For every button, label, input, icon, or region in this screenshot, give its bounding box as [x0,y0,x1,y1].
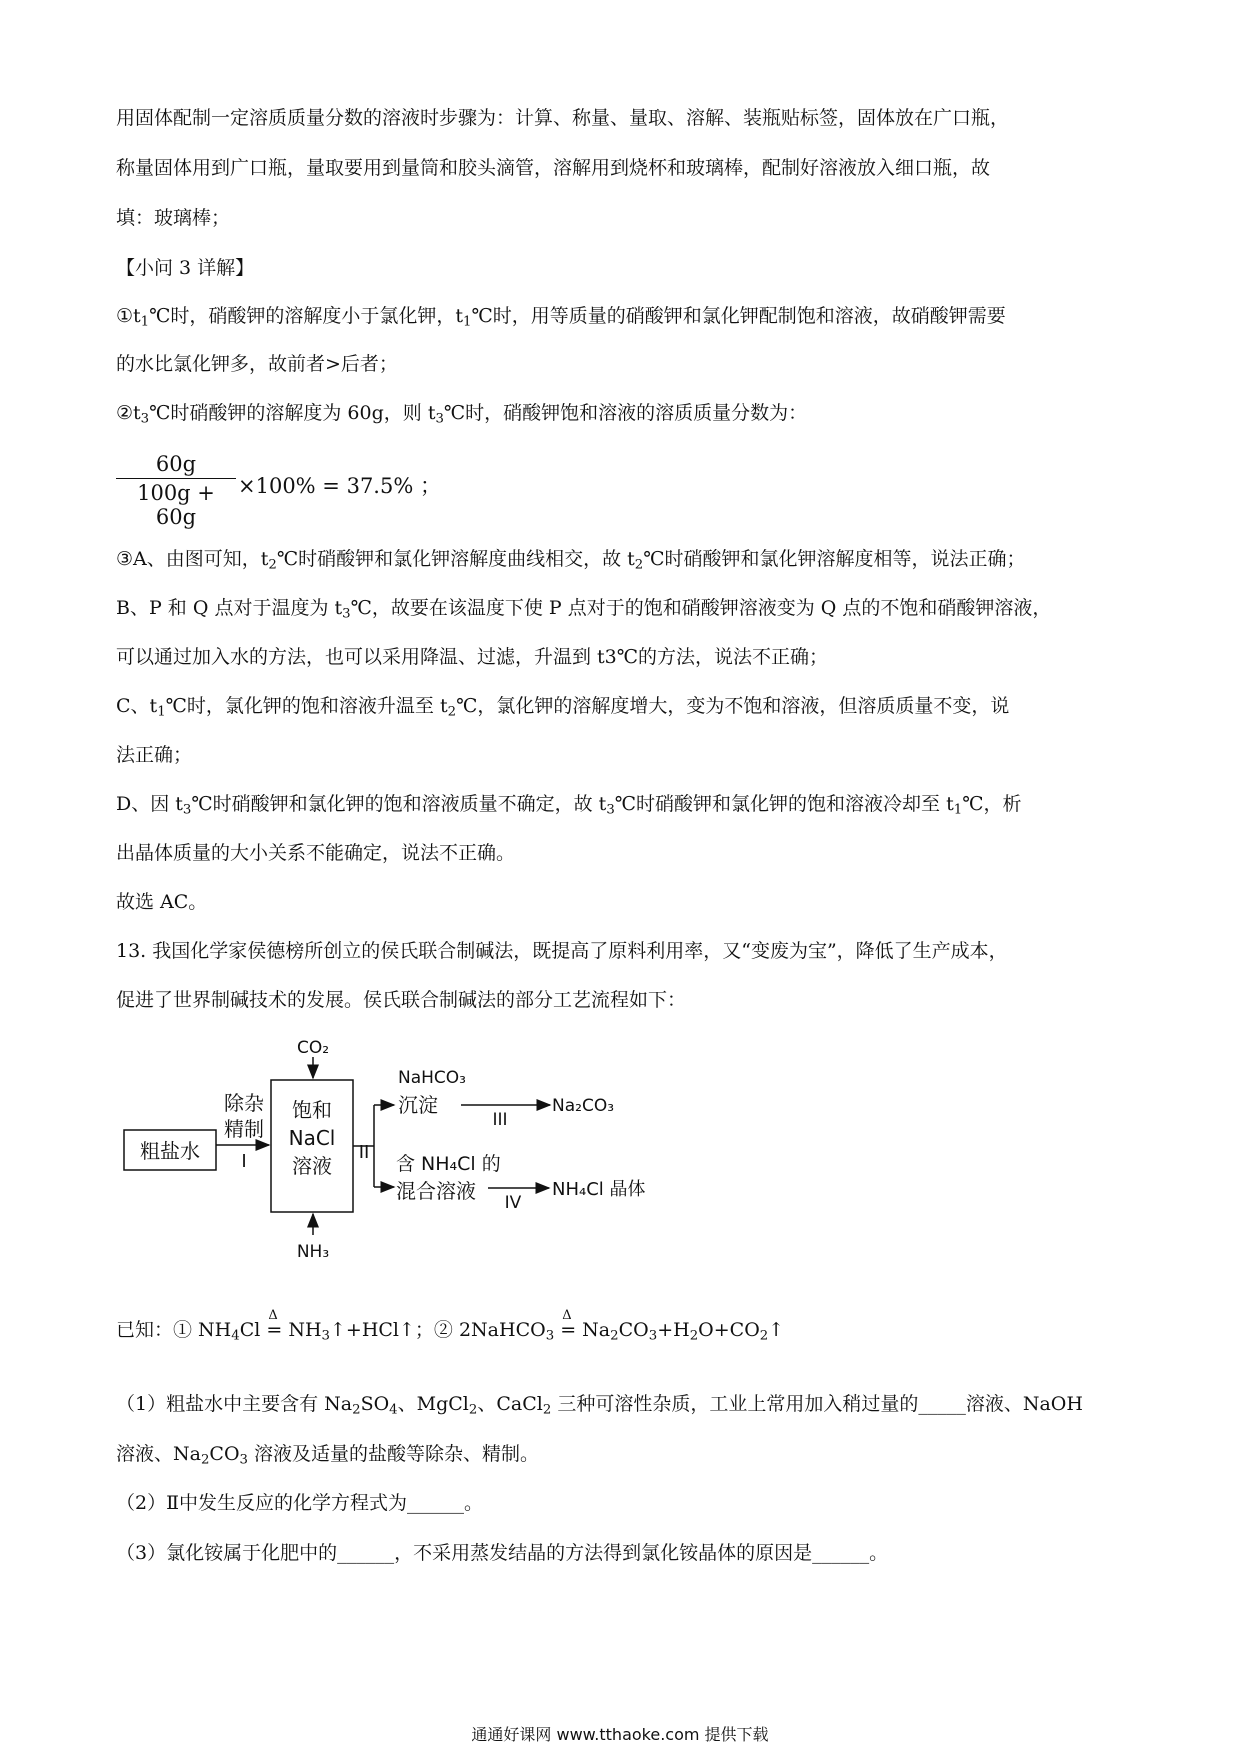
text-line-l18: 已知：① $NH_4Cl$ Δ = $NH_3↑+HCl↑$；② 2NaHCO$_3$ Δ = $Na_2CO_3+H_2O+CO_2↑$ [116,1308,785,1344]
fraction-numerator: 60g [155,452,197,476]
text-line-l7: $②t_3℃$时硝酸钾的溶解度为 60g，则 $t_3℃$时，硝酸钾饱和溶液的溶质质量分数为： [116,402,808,427]
text-line-l2: 称量固体用到广口瓶，量取要用到量筒和胶头滴管，溶解用到烧杯和玻璃棒，配制好溶液放入细口瓶，故 [116,157,991,179]
text-line-l11: C、$t_1℃$时，氯化钾的饱和溶液升温至 $t_2℃$，氯化钾的溶解度增大，变为不饱和溶液，但溶质质量不变，说 [116,695,1010,720]
step1-bot: 精制 [224,1117,264,1141]
text-line-l1: 用固体配制一定溶质质量分数的溶液时步骤为：计算、称量、量取、溶解、装瓶贴标签，固体放在广口瓶， [116,107,1010,129]
raw-brine-label: 粗盐水 [140,1139,200,1163]
text-line-l15: 故选 AC。 [116,891,208,913]
product2-bot: 混合溶液 [396,1179,476,1203]
box-line3: 溶液 [292,1154,332,1178]
text-line-l8: ③A、由图可知，$t_2℃$时硝酸钾和氯化钾溶解度曲线相交，故 $t_2℃$时硝酸钾和氯化钾溶解度相等，说法正确； [116,548,1026,573]
box-line2: NaCl [288,1126,336,1150]
product1-out: Na₂CO₃ [552,1096,615,1116]
text-line-l10: 可以通过加入水的方法，也可以采用降温、过滤，升温到 t3℃的方法，说法不正确； [116,646,829,668]
product2-top: 含 NH₄Cl 的 [396,1153,501,1175]
text-line-l6: 的水比氯化钾多，故前者>后者； [116,353,398,375]
text-line-l12: 法正确； [116,744,193,766]
text-line-l14: 出晶体质量的大小关系不能确定，说法不正确。 [116,842,516,864]
process-flow-diagram [116,1035,736,1265]
step4-number: IV [504,1193,522,1213]
step1-top: 除杂 [224,1091,264,1115]
text-line-l9: B、P 和 Q 点对于温度为 $t_3℃$，故要在该温度下使 P 点对于的饱和硝酸钾溶液变为 Q 点的不饱和硝酸钾溶液， [116,597,1052,622]
text-line-l16: 13. 我国化学家侯德榜所创立的侯氏联合制碱法，既提高了原料利用率，又“变废为宝”，降低了生产成本， [116,940,1008,962]
text-line-l13: D、因 $t_3℃$时硝酸钾和氯化钾的饱和溶液质量不确定，故 $t_3℃$时硝酸钾和氯化钾的饱和溶液冷却至 $t_1℃$，析 [116,793,1022,818]
text-line-l4: 【小问 3 详解】 [116,257,255,279]
text-line-l3: 填：玻璃棒； [116,207,231,229]
step2-number: II [358,1142,370,1163]
page-footer: 通通好课网 www.tthaoke.com 提供下载 [471,1725,769,1744]
fraction-denominator: 100g + 60g [137,481,215,529]
text-line-l20: 溶液、$Na_2CO_3$ 溶液及适量的盐酸等除杂、精制。 [116,1443,540,1468]
fraction [116,452,236,529]
co2-label: CO₂ [296,1038,330,1058]
formula-result: ×100% = 37.5% ； [238,474,441,498]
text-line-l5: $①t_1℃$时，硝酸钾的溶解度小于氯化钾，$t_1℃$时，用等质量的硝酸钾和氯化钾配制饱和溶液，故硝酸钾需要 [116,305,1006,330]
product1-bot: 沉淀 [398,1093,438,1117]
text-line-l17: 促进了世界制碱技术的发展。侯氏联合制碱法的部分工艺流程如下： [116,989,687,1011]
product2-out: NH₄Cl 晶体 [552,1179,646,1200]
text-line-l22: （3）氯化铵属于化肥中的______，不采用蒸发结晶的方法得到氯化铵晶体的原因是______。 [116,1542,889,1564]
step1-number: I [241,1151,247,1172]
nh3-label: NH₃ [296,1242,330,1262]
step3-number: III [492,1110,508,1130]
product1-top: NaHCO₃ [398,1068,466,1088]
text-line-l21: （2）Ⅱ中发生反应的化学方程式为______。 [116,1492,484,1514]
box-line1: 饱和 [292,1098,332,1122]
text-line-l19: （1）粗盐水中主要含有 $Na_2SO_4$、MgCl$_2$、CaCl$_2$ 三种可溶性杂质，工业上常用加入稍过量的_____溶液、NaOH [116,1393,1083,1418]
